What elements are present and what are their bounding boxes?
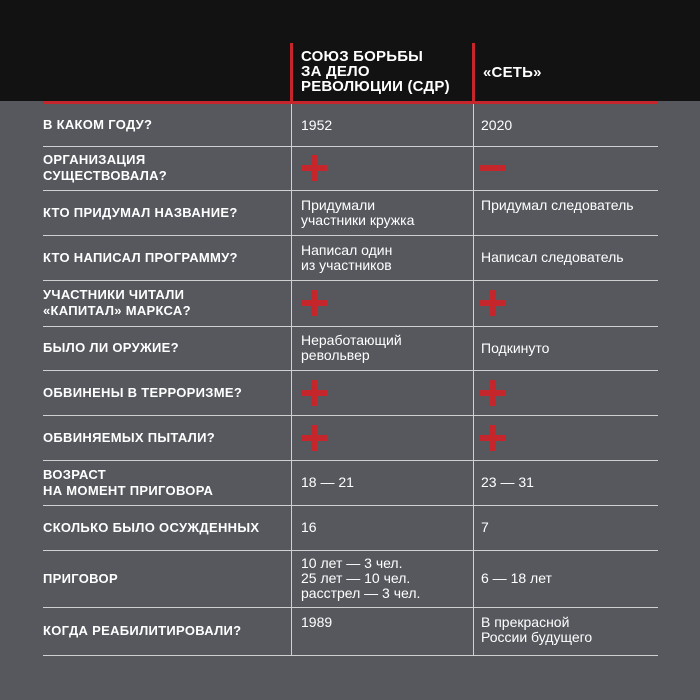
cell-sdr: Неработающий револьвер <box>301 332 402 363</box>
row-label-text: КТО ПРИДУМАЛ НАЗВАНИЕ? <box>43 204 238 220</box>
row-divider <box>43 505 658 506</box>
column-divider-1 <box>291 104 292 655</box>
row-divider <box>43 460 658 461</box>
header-red-bar-1 <box>290 43 293 101</box>
row-label-text: СКОЛЬКО БЫЛО ОСУЖДЕННЫХ <box>43 519 260 535</box>
row-label-text: ВОЗРАСТ НА МОМЕНТ ПРИГОВОРА <box>43 466 214 498</box>
cell-sdr: 1952 <box>301 116 333 133</box>
row-divider <box>43 370 658 371</box>
cell-set: Подкинуто <box>481 339 550 356</box>
row-divider <box>43 550 658 551</box>
header-red-bar-2 <box>472 43 475 101</box>
cell-sdr: Придумали участники кружка <box>301 197 415 228</box>
row-divider <box>43 235 658 236</box>
row-label-text: КТО НАПИСАЛ ПРОГРАММУ? <box>43 249 238 265</box>
cell-set: Придумал следователь <box>481 197 634 213</box>
row-label <box>43 107 283 143</box>
mark-vertical <box>311 290 317 316</box>
row-label-text: ОБВИНЯЕМЫХ ПЫТАЛИ? <box>43 429 215 445</box>
row-label <box>43 463 283 502</box>
mark-vertical <box>490 425 496 451</box>
row-label-text: ПРИГОВОР <box>43 570 118 586</box>
cell-set: В прекрасной России будущего <box>481 614 593 645</box>
cell-sdr: Написал один из участников <box>301 241 393 273</box>
row-label <box>43 610 283 652</box>
column-divider-2 <box>473 104 474 655</box>
row-label <box>43 418 283 457</box>
row-label <box>43 238 283 277</box>
cell-sdr: 18 — 21 <box>301 474 354 490</box>
row-label <box>43 283 283 323</box>
cell-set: 23 — 31 <box>481 474 534 490</box>
row-label <box>43 508 283 547</box>
row-divider <box>43 146 658 147</box>
row-label-text: ОРГАНИЗАЦИЯ СУЩЕСТВОВАЛА? <box>43 152 168 183</box>
cell-set: 7 <box>481 519 489 535</box>
row-divider <box>43 190 658 191</box>
mark-horizontal <box>480 165 506 171</box>
column-title-sdr: СОЮЗ БОРЬБЫ ЗА ДЕЛО РЕВОЛЮЦИИ (СДР) <box>301 48 450 95</box>
mark-vertical <box>311 425 317 451</box>
plus-icon <box>301 155 327 181</box>
row-label <box>43 329 283 367</box>
column-title-set: «СЕТЬ» <box>483 64 542 81</box>
row-label <box>43 373 283 412</box>
cell-set: 2020 <box>481 116 513 133</box>
mark-vertical <box>311 155 317 181</box>
plus-icon <box>480 380 506 406</box>
cell-sdr: 1989 <box>301 614 333 630</box>
mark-vertical <box>490 290 496 316</box>
cell-sdr: 10 лет — 3 чел. 25 лет — 10 чел. расстрел — 3 чел. <box>301 555 421 601</box>
cell-set: 6 — 18 лет <box>481 570 552 586</box>
row-label-text: БЫЛО ЛИ ОРУЖИЕ? <box>43 340 179 355</box>
minus-icon <box>480 155 506 181</box>
plus-icon <box>301 380 327 406</box>
row-divider <box>43 326 658 327</box>
row-label-text: В КАКОМ ГОДУ? <box>43 117 153 132</box>
row-label <box>43 193 283 232</box>
plus-icon <box>301 290 327 316</box>
plus-icon <box>480 425 506 451</box>
mark-vertical <box>490 380 496 406</box>
cell-set: Написал следователь <box>481 249 624 265</box>
row-label-text: УЧАСТНИКИ ЧИТАЛИ «КАПИТАЛ» МАРКСА? <box>43 287 191 318</box>
row-divider <box>43 280 658 281</box>
row-label <box>43 149 283 187</box>
cell-sdr: 16 <box>301 519 317 535</box>
header-red-rule <box>43 101 658 104</box>
row-divider <box>43 655 658 656</box>
row-divider <box>43 607 658 608</box>
row-label <box>43 553 283 604</box>
plus-icon <box>480 290 506 316</box>
plus-icon <box>301 425 327 451</box>
row-label-text: КОГДА РЕАБИЛИТИРОВАЛИ? <box>43 623 242 638</box>
mark-vertical <box>311 380 317 406</box>
row-divider <box>43 415 658 416</box>
row-label-text: ОБВИНЕНЫ В ТЕРРОРИЗМЕ? <box>43 384 243 400</box>
